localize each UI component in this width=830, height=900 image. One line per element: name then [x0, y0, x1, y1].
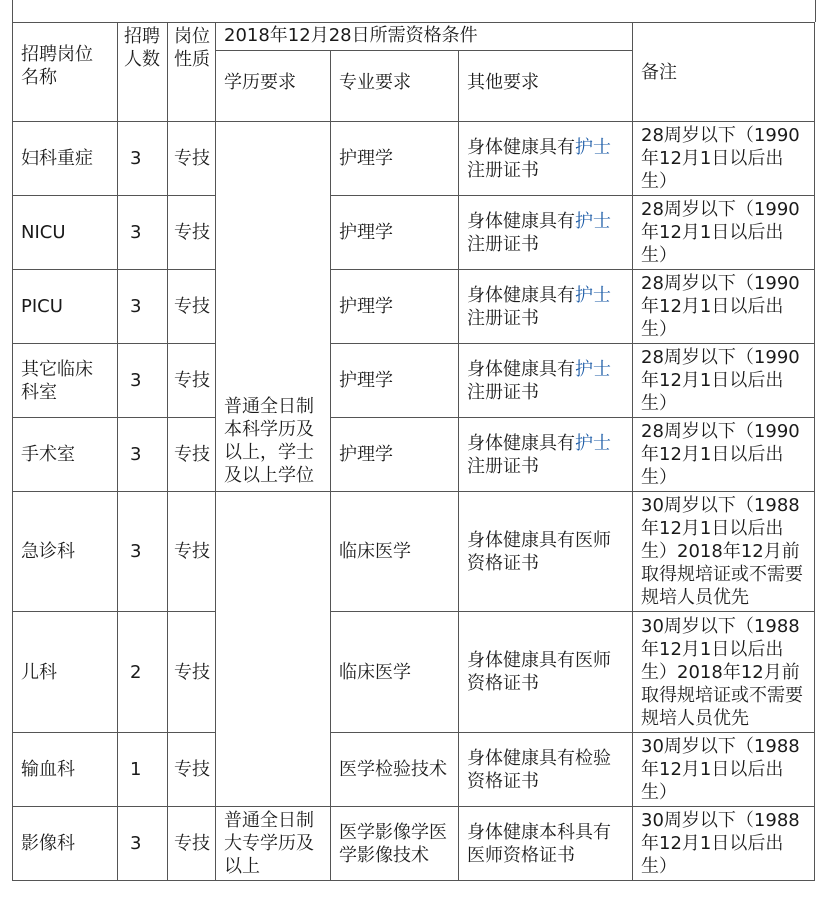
other-prefix: 身体健康具有 [467, 358, 575, 380]
cell-count: 3 [118, 492, 168, 612]
cell-remarks: 28周岁以下（1990年12月1日以后出生） [633, 344, 815, 418]
header-remarks: 备注 [633, 23, 815, 122]
cell-major: 护理学 [331, 344, 459, 418]
cell-major: 护理学 [331, 418, 459, 492]
other-prefix: 身体健康具有 [467, 432, 575, 454]
cell-remarks: 28周岁以下（1990年12月1日以后出生） [633, 196, 815, 270]
table-row [13, 733, 815, 807]
table-row [13, 418, 815, 492]
cell-position: 儿科 [13, 612, 118, 733]
cell-nature: 专技 [168, 196, 216, 270]
cell-major: 临床医学 [331, 492, 459, 612]
cell-position: PICU [13, 270, 118, 344]
cell-other: 身体健康具有医师资格证书 [459, 492, 633, 612]
cell-remarks: 30周岁以下（1988年12月1日以后出生） [633, 807, 815, 881]
table-row [13, 492, 815, 612]
cell-count: 3 [118, 196, 168, 270]
cell-major: 临床医学 [331, 612, 459, 733]
cell-education-shared [216, 122, 331, 492]
cell-nature: 专技 [168, 344, 216, 418]
cell-other [459, 270, 633, 344]
table-top-border [12, 0, 816, 22]
header-position: 招聘岗位名称 [13, 23, 118, 122]
other-suffix: 注册证书 [467, 233, 539, 255]
cell-remarks: 30周岁以下（1988年12月1日以后出生） [633, 733, 815, 807]
cell-other [459, 122, 633, 196]
cell-remarks: 30周岁以下（1988年12月1日以后出生）2018年12月前取得规培证或不需要规培人员优先 [633, 492, 815, 612]
cell-nature: 专技 [168, 492, 216, 612]
cell-position: NICU [13, 196, 118, 270]
cell-count: 3 [118, 807, 168, 881]
cell-other: 身体健康本科具有医师资格证书 [459, 807, 633, 881]
cell-remarks: 28周岁以下（1990年12月1日以后出生） [633, 122, 815, 196]
cell-major: 护理学 [331, 270, 459, 344]
other-suffix: 注册证书 [467, 455, 539, 477]
cell-count: 1 [118, 733, 168, 807]
cell-position: 妇科重症 [13, 122, 118, 196]
cell-remarks: 30周岁以下（1988年12月1日以后出生）2018年12月前取得规培证或不需要规培人员优先 [633, 612, 815, 733]
education-text: 普通全日制本科学历及以上，学士及以上学位 [224, 395, 314, 486]
cell-other [459, 196, 633, 270]
cell-nature: 专技 [168, 807, 216, 881]
cell-remarks: 28周岁以下（1990年12月1日以后出生） [633, 418, 815, 492]
cell-nature: 专技 [168, 418, 216, 492]
cell-position: 手术室 [13, 418, 118, 492]
cell-other [459, 418, 633, 492]
cell-count: 3 [118, 122, 168, 196]
cell-other: 身体健康具有检验资格证书 [459, 733, 633, 807]
header-major: 专业要求 [331, 51, 459, 122]
header-count: 招聘人数 [118, 23, 168, 122]
cell-count: 2 [118, 612, 168, 733]
cell-position: 影像科 [13, 807, 118, 881]
cell-nature: 专技 [168, 612, 216, 733]
cell-major: 护理学 [331, 196, 459, 270]
other-highlight: 护士 [575, 432, 611, 454]
table-row [13, 612, 815, 733]
cell-position: 急诊科 [13, 492, 118, 612]
header-conditions-title: 2018年12月28日所需资格条件 [216, 23, 633, 51]
cell-education: 普通全日制大专学历及以上 [216, 807, 331, 881]
header-education: 学历要求 [216, 51, 331, 122]
cell-other: 身体健康具有医师资格证书 [459, 612, 633, 733]
cell-count: 3 [118, 344, 168, 418]
cell-major: 医学检验技术 [331, 733, 459, 807]
other-highlight: 护士 [575, 284, 611, 306]
table-row [13, 196, 815, 270]
cell-position: 输血科 [13, 733, 118, 807]
other-suffix: 注册证书 [467, 381, 539, 403]
table-row [13, 807, 815, 881]
cell-other [459, 344, 633, 418]
other-prefix: 身体健康具有 [467, 136, 575, 158]
cell-nature: 专技 [168, 733, 216, 807]
recruitment-table [12, 22, 815, 881]
other-highlight: 护士 [575, 210, 611, 232]
cell-nature: 专技 [168, 270, 216, 344]
other-prefix: 身体健康具有 [467, 284, 575, 306]
table-row [13, 122, 815, 196]
other-highlight: 护士 [575, 136, 611, 158]
header-row-1 [13, 23, 815, 51]
header-nature: 岗位性质 [168, 23, 216, 122]
other-suffix: 注册证书 [467, 159, 539, 181]
cell-major: 医学影像学医学影像技术 [331, 807, 459, 881]
cell-nature: 专技 [168, 122, 216, 196]
other-suffix: 注册证书 [467, 307, 539, 329]
cell-position: 其它临床科室 [13, 344, 118, 418]
header-other: 其他要求 [459, 51, 633, 122]
table-row [13, 344, 815, 418]
other-highlight: 护士 [575, 358, 611, 380]
cell-remarks: 28周岁以下（1990年12月1日以后出生） [633, 270, 815, 344]
cell-education-blank [216, 492, 331, 807]
other-prefix: 身体健康具有 [467, 210, 575, 232]
table-row [13, 270, 815, 344]
cell-count: 3 [118, 418, 168, 492]
cell-count: 3 [118, 270, 168, 344]
cell-major: 护理学 [331, 122, 459, 196]
